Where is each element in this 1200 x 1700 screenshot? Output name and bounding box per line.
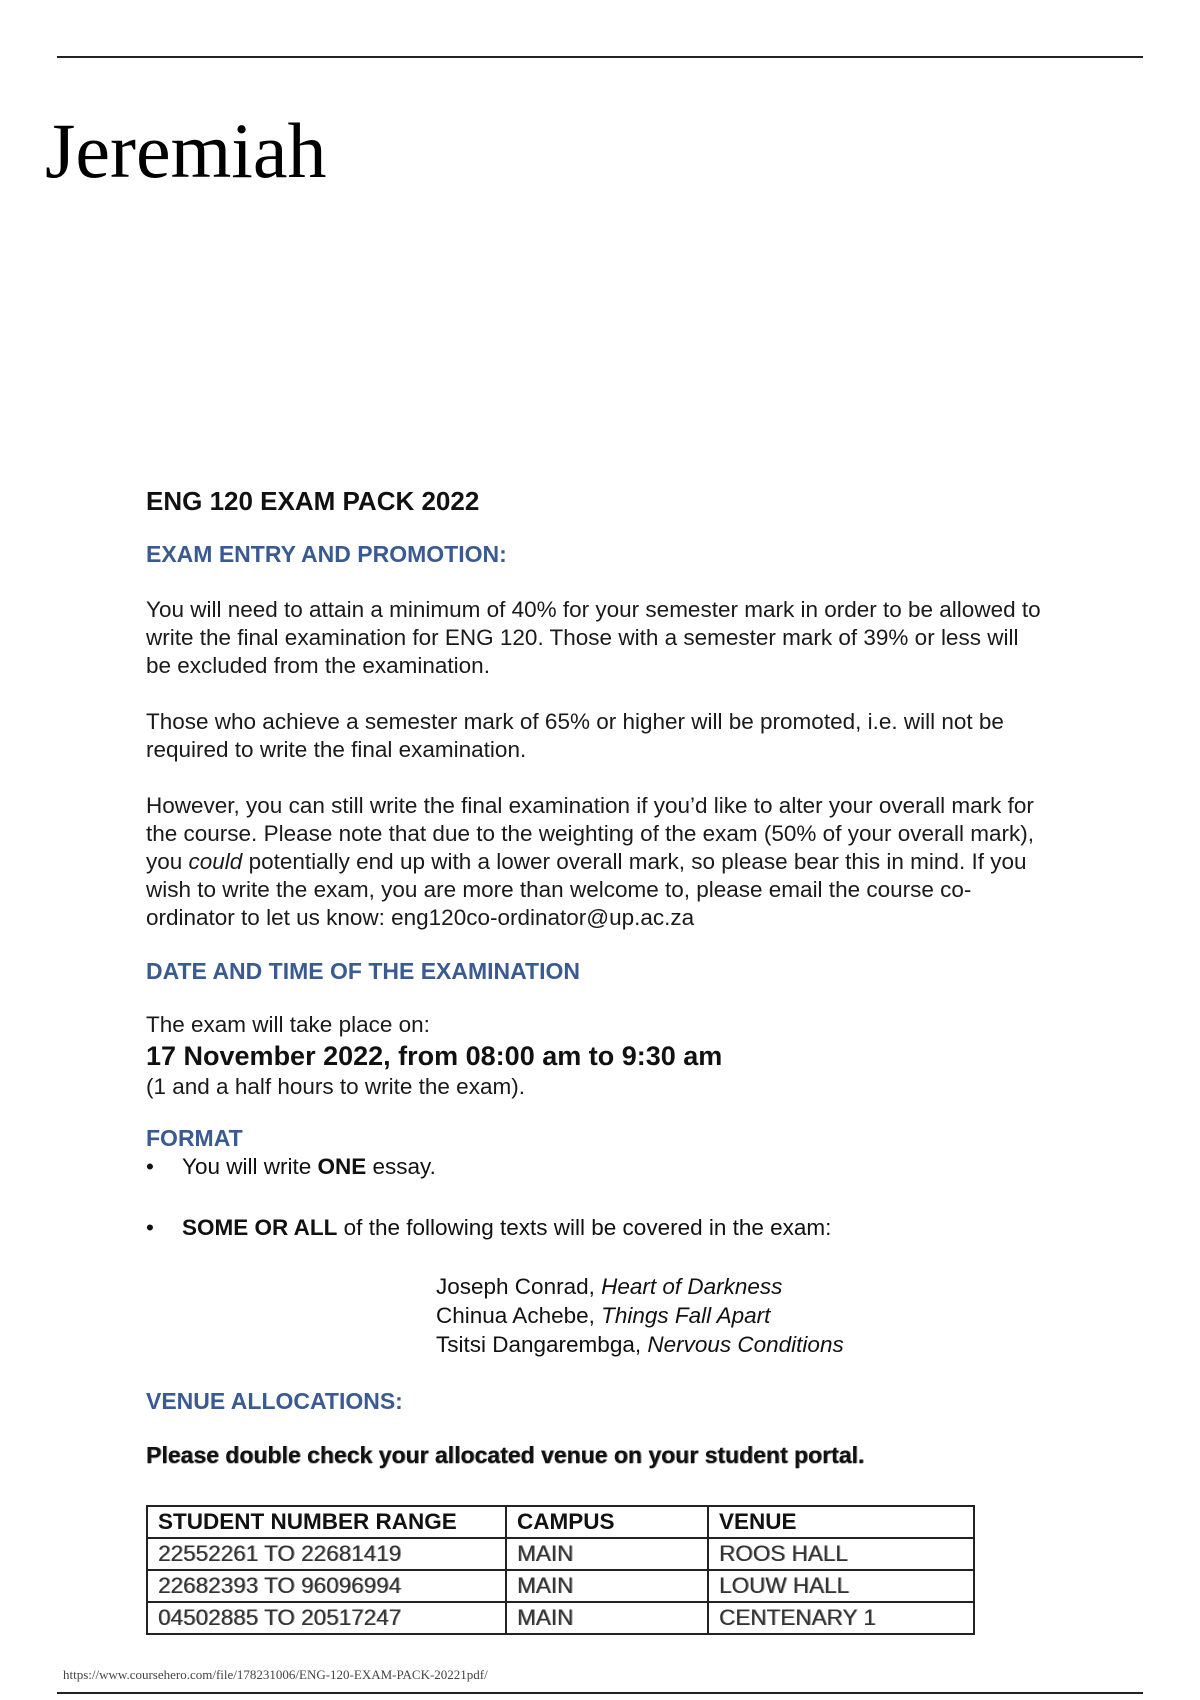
format-bullet-list bbox=[146, 1153, 1046, 1242]
bullet-icon: • bbox=[146, 1215, 154, 1240]
entry-paragraph-3 bbox=[146, 792, 1046, 932]
cell-student-range: 04502885 TO 20517247 bbox=[147, 1602, 506, 1634]
set-text-title: Things Fall Apart bbox=[601, 1303, 771, 1328]
source-url: https://www.coursehero.com/file/178231006/ENG-120-EXAM-PACK-20221pdf/ bbox=[63, 1667, 488, 1682]
document-body bbox=[146, 484, 1046, 1635]
set-text-author: Tsitsi Dangarembga, bbox=[436, 1332, 648, 1357]
table-row bbox=[147, 1538, 974, 1570]
cell-campus: MAIN bbox=[506, 1602, 708, 1634]
set-text-author: Chinua Achebe, bbox=[436, 1303, 602, 1328]
entry-paragraph-2: Those who achieve a semester mark of 65% or higher will be promoted, i.e. will not be required to write the final examination. bbox=[146, 709, 1004, 762]
section-heading-entry: EXAM ENTRY AND PROMOTION: bbox=[146, 541, 507, 567]
format-bullet-essay bbox=[146, 1153, 1046, 1181]
cell-venue: ROOS HALL bbox=[708, 1538, 974, 1570]
table-header-row bbox=[147, 1506, 974, 1538]
cell-student-range: 22552261 TO 22681419 bbox=[147, 1538, 506, 1570]
exam-date-intro: The exam will take place on: bbox=[146, 1012, 430, 1037]
column-header-campus: CAMPUS bbox=[506, 1506, 708, 1538]
cell-student-range: 22682393 TO 96096994 bbox=[147, 1570, 506, 1602]
cell-venue: LOUW HALL bbox=[708, 1570, 974, 1602]
venue-notice: Please double check your allocated venue on your student portal. bbox=[146, 1442, 865, 1468]
section-heading-datetime: DATE AND TIME OF THE EXAMINATION bbox=[146, 958, 581, 984]
author-name: Jeremiah bbox=[45, 107, 327, 194]
entry-paragraph-3-emphasis: could bbox=[188, 849, 243, 874]
format-bullet-essay-text: You will write bbox=[182, 1154, 318, 1179]
entry-paragraph-3-text: However, you can still write the final examination if you’d like to alter your overall mark for the course. Please note that due to the weighting of the exam (50% of your overall mark), you bbox=[146, 793, 1034, 874]
top-divider bbox=[57, 56, 1143, 58]
table-row bbox=[147, 1570, 974, 1602]
exam-date-time: 17 November 2022, from 08:00 am to 9:30 am bbox=[146, 1041, 723, 1071]
cell-campus: MAIN bbox=[506, 1538, 708, 1570]
bullet-icon: • bbox=[146, 1154, 154, 1179]
format-bullet-essay-text-end: essay. bbox=[366, 1154, 436, 1179]
bottom-divider bbox=[57, 1692, 1143, 1694]
document-title: ENG 120 EXAM PACK 2022 bbox=[146, 486, 480, 516]
venue-allocation-table bbox=[146, 1505, 975, 1635]
column-header-range: STUDENT NUMBER RANGE bbox=[147, 1506, 506, 1538]
set-text-author: Joseph Conrad, bbox=[436, 1274, 602, 1299]
table-row bbox=[147, 1602, 974, 1634]
column-header-venue: VENUE bbox=[708, 1506, 974, 1538]
cell-campus: MAIN bbox=[506, 1570, 708, 1602]
entry-paragraph-1: You will need to attain a minimum of 40% for your semester mark in order to be allowed to write the final examination for ENG 120. Those with a semester mark of 39% or less will be excluded from the examination. bbox=[146, 597, 1041, 678]
format-bullet-essay-bold: ONE bbox=[317, 1154, 367, 1179]
set-text-item bbox=[436, 1272, 1046, 1301]
set-text-item bbox=[436, 1301, 1046, 1330]
entry-paragraph-3-text-continued: potentially end up with a lower overall mark, so please bear this in mind. If you wish to write the exam, you are more than welcome to, please email the course co-ordinator to let us know: eng120co-ordinator@up.ac.za bbox=[146, 849, 1027, 930]
set-text-item bbox=[436, 1330, 1046, 1359]
set-texts-list bbox=[436, 1272, 1046, 1359]
set-text-title: Heart of Darkness bbox=[601, 1274, 783, 1299]
format-bullet-texts-text: of the following texts will be covered in the exam: bbox=[337, 1215, 832, 1240]
exam-duration: (1 and a half hours to write the exam). bbox=[146, 1074, 525, 1099]
cell-venue: CENTENARY 1 bbox=[708, 1602, 974, 1634]
section-heading-venue: VENUE ALLOCATIONS: bbox=[146, 1388, 403, 1414]
format-bullet-texts bbox=[146, 1214, 1046, 1242]
section-heading-format: FORMAT bbox=[146, 1125, 243, 1151]
set-text-title: Nervous Conditions bbox=[647, 1332, 844, 1357]
format-bullet-texts-bold: SOME OR ALL bbox=[182, 1215, 338, 1240]
